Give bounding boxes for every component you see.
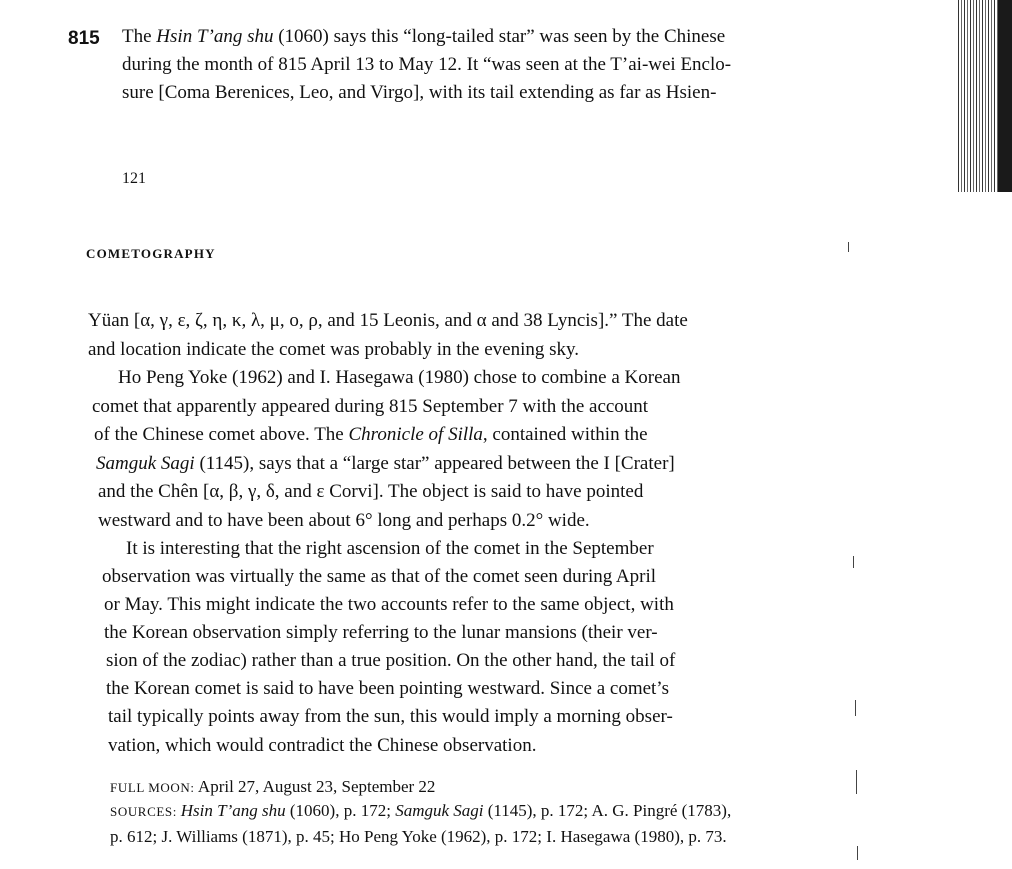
body-text-line: vation, which would contradict the Chinese observation. [108, 735, 537, 756]
previous-text-line: sure [Coma Berenices, Leo, and Virgo], with its tail extending as far as Hsien- [122, 82, 717, 103]
previous-text-line: The Hsin T’ang shu (1060) says this “long-tailed star” was seen by the Chinese [122, 26, 726, 47]
body-text-line: and location indicate the comet was probably in the evening sky. [88, 339, 580, 360]
full-moon-text: April 27, August 23, September 22 [197, 777, 436, 796]
body-text-line: Samguk Sagi (1145), says that a “large star” appeared between the I [Crater] [96, 453, 675, 474]
italic-title: Samguk Sagi [96, 453, 195, 474]
scan-mark [855, 700, 856, 716]
italic-title: Hsin T’ang shu [180, 801, 286, 820]
body-text-line: the Korean observation simply referring to the lunar mansions (their ver- [104, 622, 658, 643]
sources-label: SOURCES: [110, 804, 181, 819]
entry-year: 815 [68, 28, 100, 49]
body-text-line: tail typically points away from the sun, this would imply a morning obser- [108, 706, 673, 727]
italic-title: Samguk Sagi [395, 801, 484, 820]
body-text-line: westward and to have been about 6° long and perhaps 0.2° wide. [98, 510, 590, 531]
body-text-line: the Korean comet is said to have been pointing westward. Since a comet’s [106, 678, 669, 699]
page-number: 121 [122, 170, 146, 187]
body-text-line: Ho Peng Yoke (1962) and I. Hasegawa (1980) chose to combine a Korean [118, 367, 681, 388]
scan-mark [853, 556, 854, 568]
body-text-line: of the Chinese comet above. The Chronicle of Silla, contained within the [94, 424, 648, 445]
scan-mark [856, 770, 857, 794]
body-text-line: or May. This might indicate the two accounts refer to the same object, with [104, 594, 674, 615]
body-text-line: comet that apparently appeared during 815 September 7 with the account [92, 396, 649, 417]
sources-line: SOURCES: Hsin T’ang shu (1060), p. 172; Samguk Sagi (1145), p. 172; A. G. Pingré (1783), [110, 801, 732, 820]
body-text-line: observation was virtually the same as that of the comet seen during April [102, 566, 657, 587]
full-moon-line [110, 776, 435, 799]
body-text-line: It is interesting that the right ascension of the comet in the September [126, 538, 654, 559]
body-text-line: and the Chên [α, β, γ, δ, and ε Corvi]. The object is said to have pointed [98, 481, 644, 502]
running-head: COMETOGRAPHY [86, 246, 216, 261]
body-text-line: sion of the zodiac) rather than a true position. On the other hand, the tail of [106, 650, 676, 671]
italic-title: Chronicle of Silla [348, 424, 483, 445]
body-text-line: Yüan [α, γ, ε, ζ, η, κ, λ, μ, ο, ρ, and 15 Leonis, and α and 38 Lyncis].” The date [88, 310, 688, 331]
previous-text-line: during the month of 815 April 13 to May 12. It “was seen at the T’ai-wei Enclo- [122, 54, 732, 75]
italic-title: Hsin T’ang shu [156, 26, 274, 47]
scan-mark [857, 846, 858, 860]
page-edge-dark [998, 0, 1012, 192]
full-moon-label: FULL MOON: [110, 780, 195, 795]
sources-line: p. 612; J. Williams (1871), p. 45; Ho Peng Yoke (1962), p. 172; I. Hasegawa (1980), p. 73. [110, 827, 727, 846]
scan-mark [848, 242, 849, 252]
